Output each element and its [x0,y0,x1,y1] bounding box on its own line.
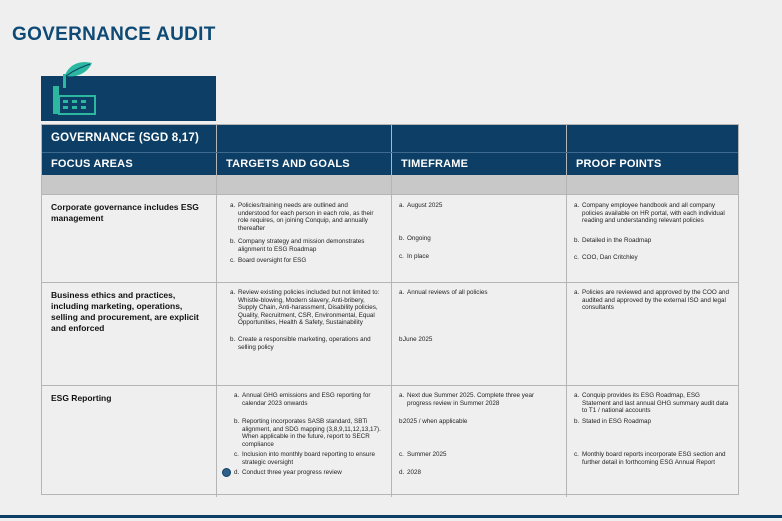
target-item: a. Review existing policies included but not limited to: Whistle-blowing, Modern slavery, Anti-bribery, Supply Chain, Anti-harassment, Disability policies, Quality, Recruitment, CSR, Environmental, Equal Opportunities, Health & Safety, Sustainability [230,289,380,327]
table-row [42,194,738,283]
target-item: b. Reporting incorporates SASB standard, SBTi alignment, and SDG mapping (3,8,9,11,12,13,17). When applicable in the future, report to SECR compliance [234,418,381,448]
spacer-row [42,175,738,194]
footer-rule [0,515,782,518]
governance-table [41,124,739,495]
section-header: GOVERNANCE (SGD 8,17) [51,132,199,144]
proof-item: a. Conquip provides its ESG Roadmap, ESG Statement and last annual GHG summary audit data to T1 / national accounts [574,392,729,415]
focus-area: Corporate governance includes ESG management [51,202,199,223]
timeframe-item: b. Ongoing [399,235,431,242]
timeframe-item: c. In place [399,253,430,260]
timeframe-item: c. Summer 2025 [399,451,447,458]
section-header-row [42,125,738,152]
proof-item: b. Stated in ESG Roadmap [574,418,651,425]
factory-leaf-icon [50,58,98,116]
target-item: c. Inclusion into monthly board reporting to ensure strategic oversight [234,451,376,466]
timeframe-item: b. June 2025 [399,336,433,343]
page-title: GOVERNANCE AUDIT [12,24,216,45]
timeframe-item: b. 2025 / when applicable [399,418,468,425]
target-item: b. Create a responsible marketing, operations and selling policy [230,336,371,351]
column-header-targets: TARGETS AND GOALS [226,158,350,170]
target-item: a. Policies/training needs are outlined and understood for each person in each role, as their role requires, on joining Conquip, and annually thereafter [230,202,374,232]
proof-item: c. COO, Dan Critchley [574,254,638,261]
timeframe-item: a. Annual reviews of all policies [399,289,488,296]
column-header-row [42,152,738,176]
focus-area: Business ethics and practices, including marketing, operations, selling and procurement, are explicit and enforced [51,290,199,333]
column-header-proof: PROOF POINTS [576,158,662,170]
column-header-timeframe: TIMEFRAME [401,158,469,170]
proof-item: c. Monthly board reports incorporate ESG section and further detail in forthcoming ESG Annual Report [574,451,726,466]
proof-item: a. Policies are reviewed and approved by the COO and audited and approved by the external ISO and legal consultants [574,289,730,312]
target-item: d. Conduct three year progress review [234,469,342,476]
proof-item: a. Company employee handbook and all company policies available on HR portal, with each individual reading and understanding relevant policies [574,202,725,225]
target-item: a. Annual GHG emissions and ESG reporting for calendar 2023 onwards [234,392,371,407]
table-row [42,385,738,497]
focus-area: ESG Reporting [51,393,112,403]
table-row [42,282,738,386]
timeframe-item: a. August 2025 [399,202,443,209]
target-item: c. Board oversight for ESG [230,257,307,264]
target-item: b. Company strategy and mission demonstrates alignment to ESG Roadmap [230,238,365,253]
proof-item: b. Detailed in the Roadmap [574,237,652,244]
column-header-focus: FOCUS AREAS [51,158,133,170]
target-icon [222,468,231,477]
timeframe-item: d. 2028 [399,469,422,476]
timeframe-item: a. Next due Summer 2025. Complete three year progress review in Summer 2028 [399,392,535,407]
